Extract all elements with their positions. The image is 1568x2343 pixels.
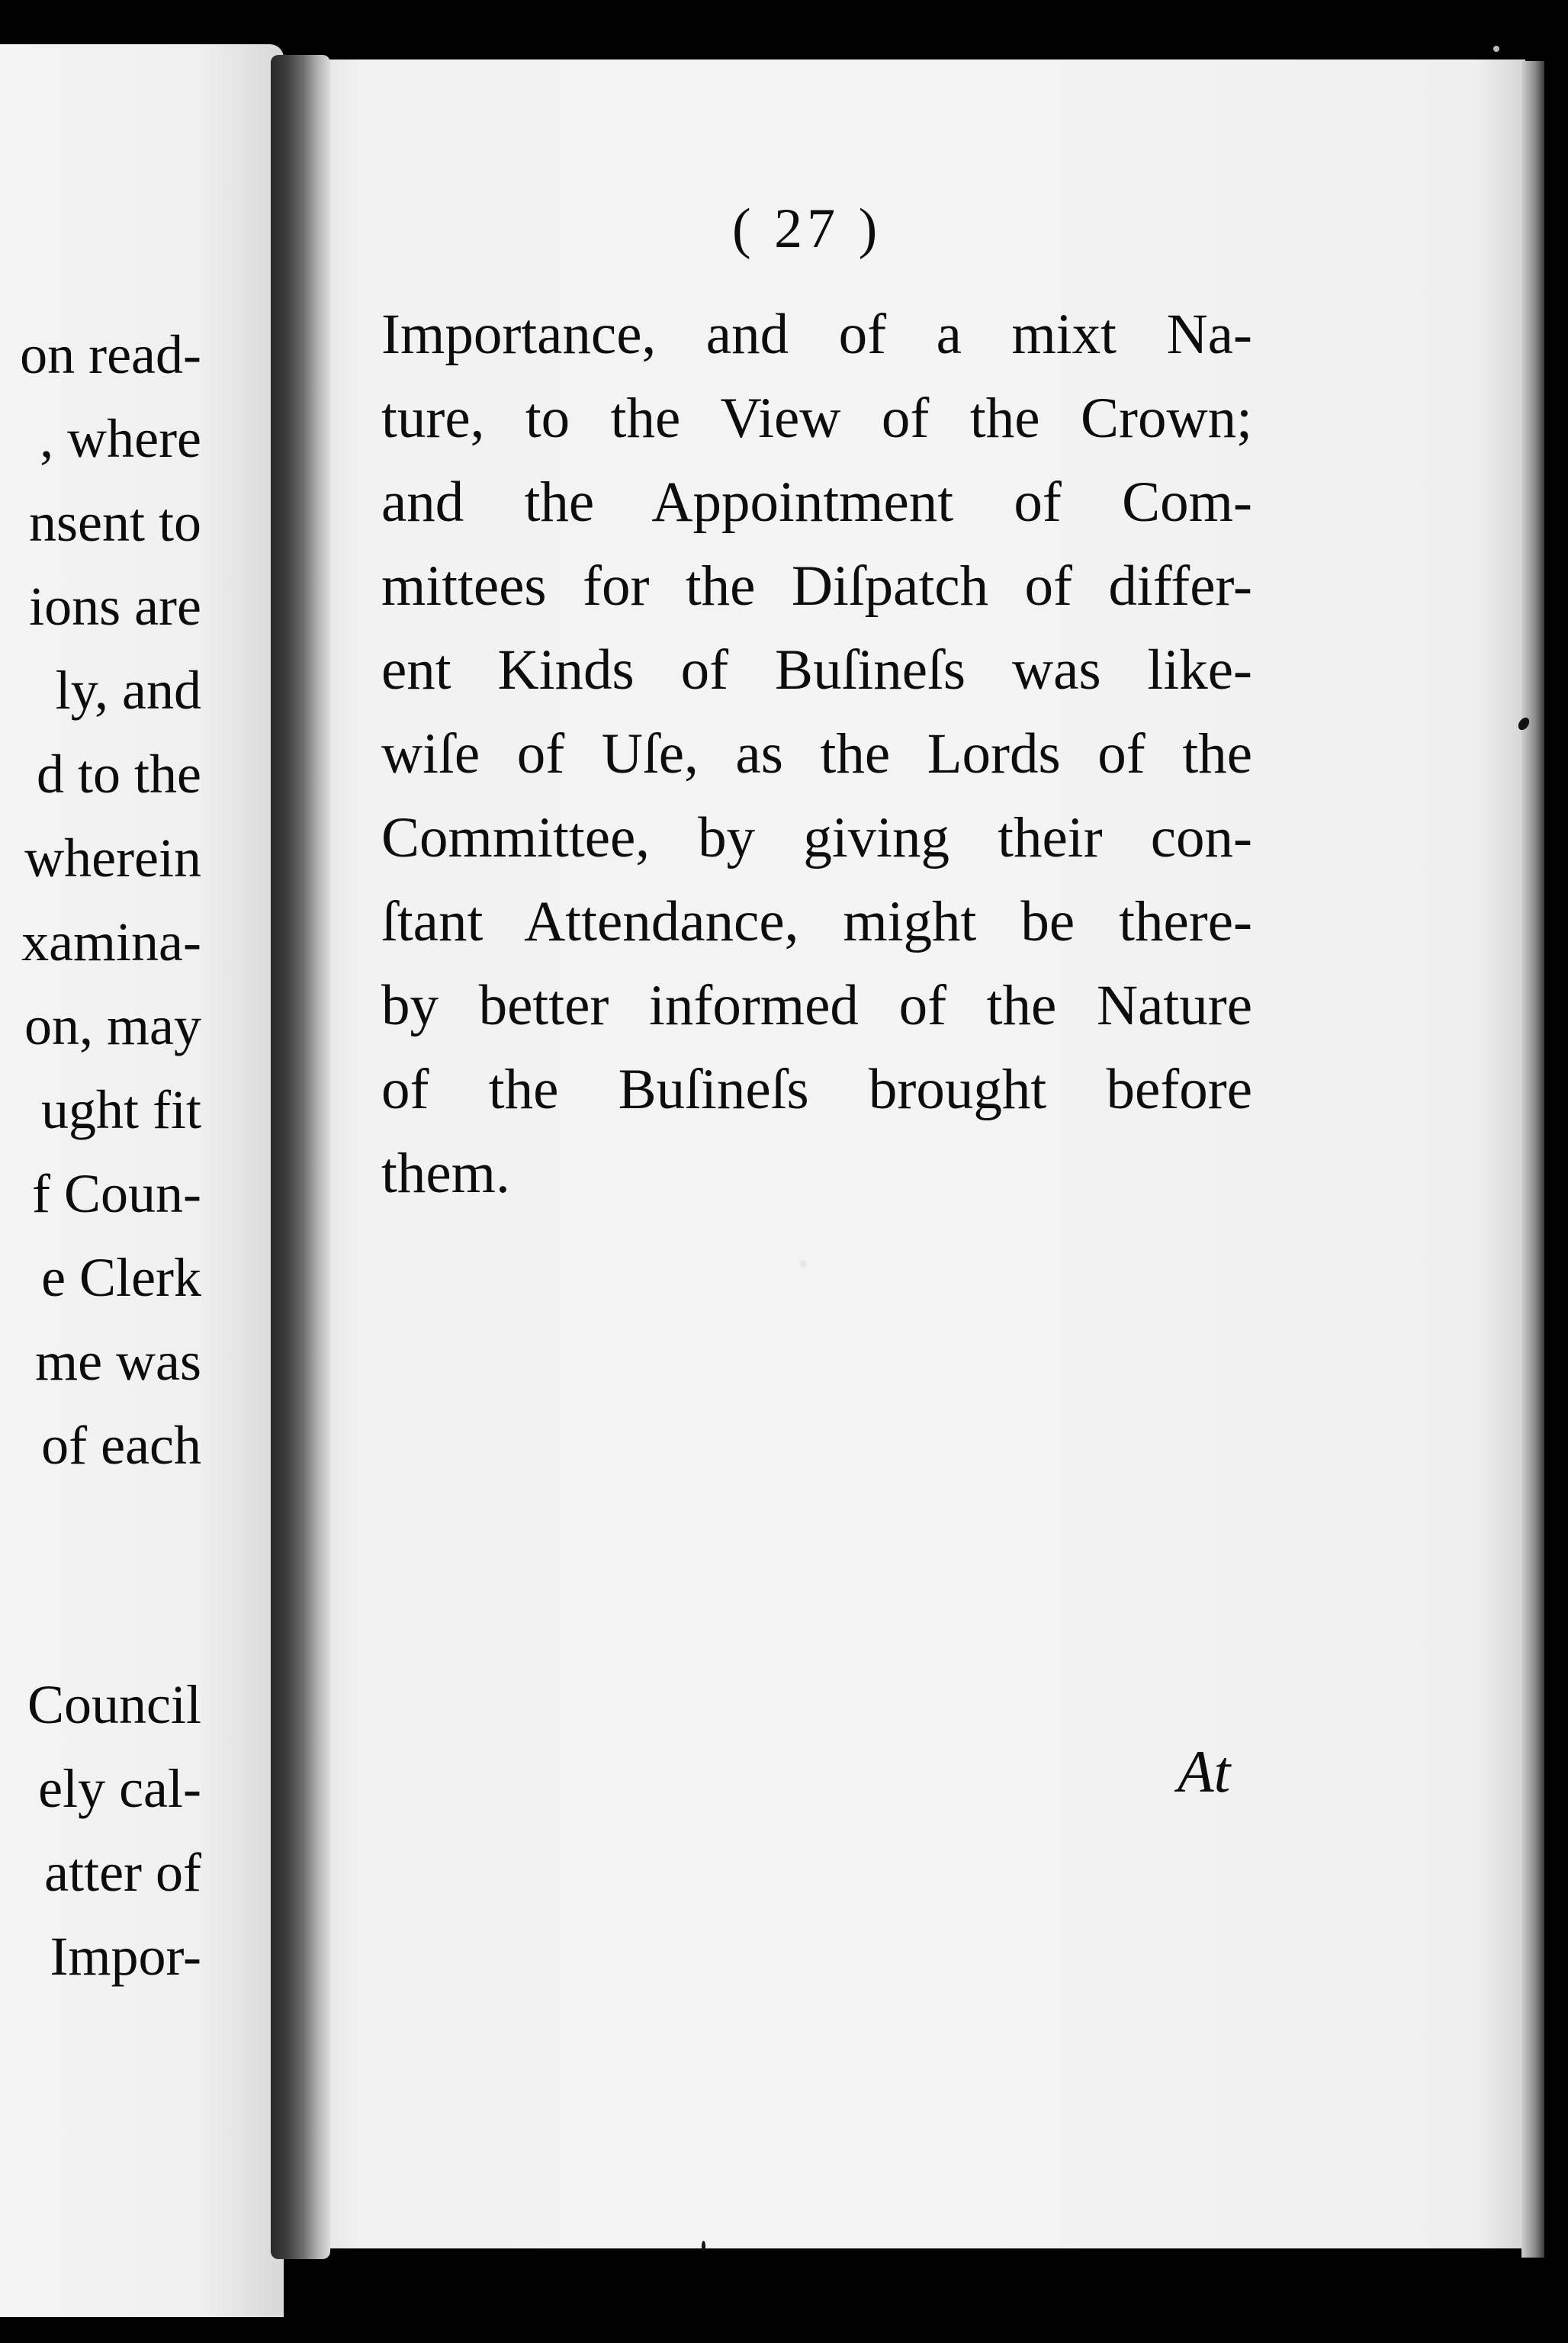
page-edge-shadow xyxy=(1521,61,1544,2258)
ink-speck xyxy=(702,2241,705,2251)
body-line: ture, to the View of the Crown; xyxy=(381,387,1252,450)
body-line: ſtant Attendance, might be there- xyxy=(381,890,1252,953)
previous-page-fragment xyxy=(0,44,284,2317)
left-line: d to the xyxy=(37,744,201,805)
body-line: Importance, and of a mixt Na- xyxy=(381,303,1252,366)
left-line: e Clerk xyxy=(41,1247,201,1308)
left-line: ions are xyxy=(29,576,201,637)
left-line: f Coun- xyxy=(32,1163,201,1224)
body-line: of the Buſineſs brought before xyxy=(381,1058,1252,1121)
binding-gutter xyxy=(271,55,330,2259)
body-line: mittees for the Diſpatch of differ- xyxy=(381,554,1252,618)
page-number: ( 27 ) xyxy=(732,198,882,260)
left-line: atter of xyxy=(44,1842,201,1903)
left-line: ely cal- xyxy=(38,1758,201,1819)
body-line: them. xyxy=(381,1142,510,1205)
catchword: At xyxy=(1178,1738,1231,1805)
body-line: Committee, by giving their con- xyxy=(381,806,1252,869)
body-line: wiſe of Uſe, as the Lords of the xyxy=(381,722,1252,786)
left-line: , where xyxy=(40,408,201,469)
left-line: Council xyxy=(27,1674,201,1735)
left-line: wherein xyxy=(24,828,201,889)
left-line: of each xyxy=(41,1415,201,1476)
left-line: ly, and xyxy=(55,660,201,721)
body-line: by better informed of the Nature xyxy=(381,974,1252,1037)
left-line: nsent to xyxy=(29,492,201,553)
left-line: on, may xyxy=(24,995,201,1056)
left-line: Impor- xyxy=(50,1926,201,1987)
left-line: me was xyxy=(35,1331,201,1392)
body-line: and the Appointment of Com- xyxy=(381,471,1252,534)
left-line: ught fit xyxy=(41,1079,201,1140)
paper-speck xyxy=(799,1260,807,1268)
body-line: ent Kinds of Buſineſs was like- xyxy=(381,638,1252,702)
paper-speck xyxy=(1493,46,1499,52)
left-line: xamina- xyxy=(21,911,201,972)
left-line: on read- xyxy=(20,324,201,385)
